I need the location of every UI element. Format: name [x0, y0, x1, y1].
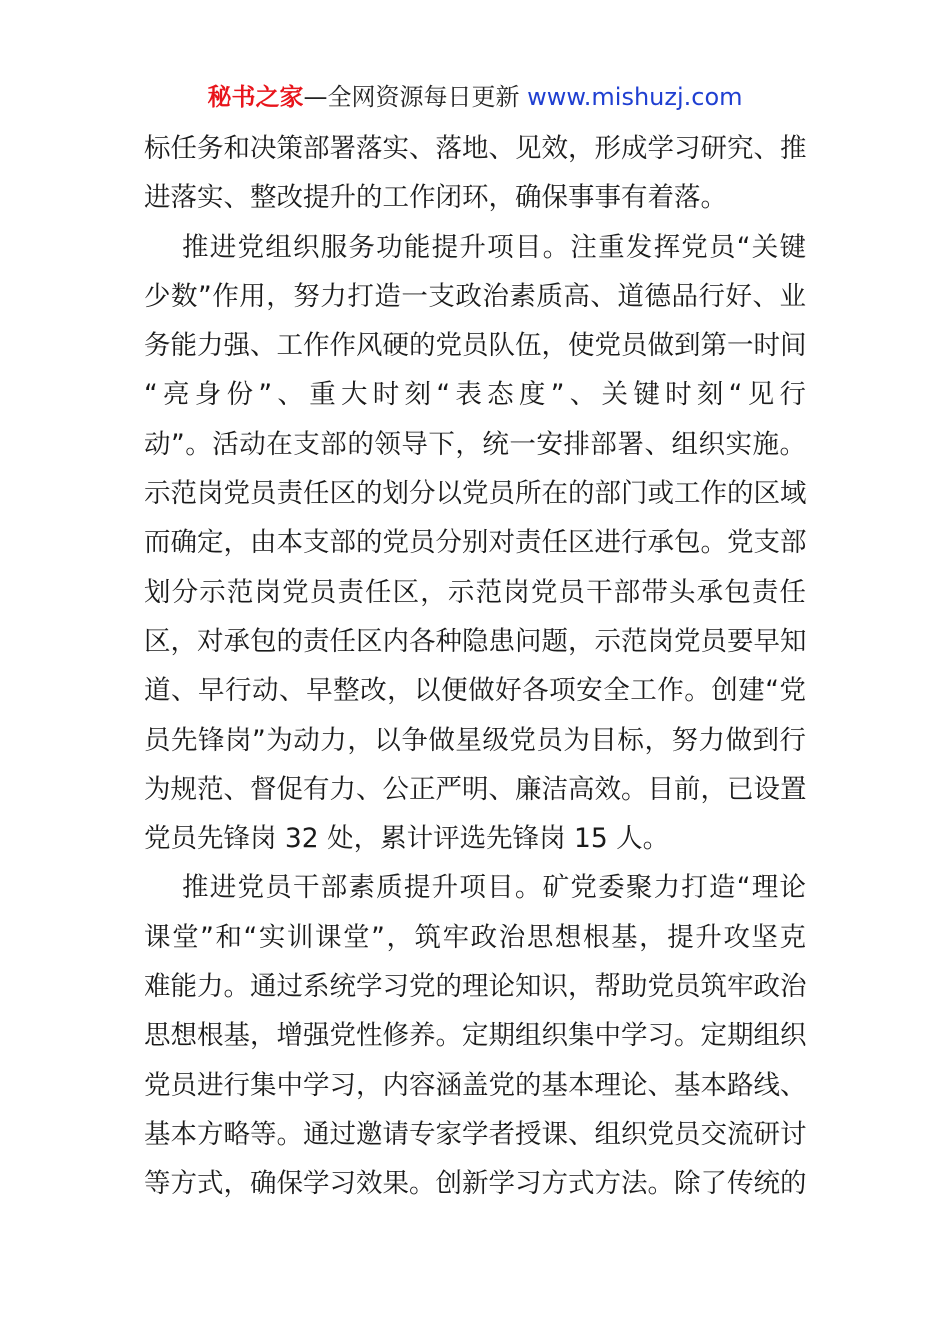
text-line: 动”。活动在支部的领导下，统一安排部署、组织实施。 — [144, 428, 806, 460]
text-line: 务能力强、工作作风硬的党员队伍，使党员做到第一时间 — [144, 330, 806, 362]
text-line: 道、早行动、早整改，以便做好各项安全工作。创建“党 — [144, 675, 806, 707]
text-line: 难能力。通过系统学习党的理论知识，帮助党员筑牢政治 — [144, 971, 806, 1003]
page-header — [0, 80, 950, 114]
text-line: 党员先锋岗 32 处，累计评选先锋岗 15 人。 — [144, 823, 670, 855]
text-line: 少数”作用，努力打造一支政治素质高、道德品行好、业 — [144, 280, 806, 312]
text-line: 基本方略等。通过邀请专家学者授课、组织党员交流研讨 — [144, 1118, 806, 1150]
text-line: 等方式，确保学习效果。创新学习方式方法。除了传统的 — [144, 1168, 806, 1200]
text-line: 示范岗党员责任区的划分以党员所在的部门或工作的区域 — [144, 478, 806, 510]
text-line: 而确定，由本支部的党员分别对责任区进行承包。党支部 — [144, 527, 806, 559]
paragraph-start-line: 推进党员干部素质提升项目。矿党委聚力打造“理论 — [182, 872, 806, 904]
text-line: 思想根基，增强党性修养。定期组织集中学习。定期组织 — [144, 1020, 806, 1052]
brand-name: 秘书之家 — [207, 83, 304, 111]
header-tagline: —全网资源每日更新 — [303, 83, 520, 111]
text-line: 划分示范岗党员责任区，示范岗党员干部带头承包责任 — [144, 576, 806, 608]
text-line: “亮身份”、重大时刻“表态度”、关键时刻“见行 — [144, 379, 806, 411]
text-line: 课堂”和“实训课堂”，筑牢政治思想根基，提升攻坚克 — [144, 921, 806, 953]
text-line: 进落实、整改提升的工作闭环，确保事事有着落。 — [144, 182, 727, 214]
text-line: 区，对承包的责任区内各种隐患问题，示范岗党员要早知 — [144, 625, 806, 657]
text-line: 员先锋岗”为动力，以争做星级党员为目标，努力做到行 — [144, 724, 806, 756]
website-link[interactable]: www.mishuzj.com — [527, 83, 743, 111]
text-line: 党员进行集中学习，内容涵盖党的基本理论、基本路线、 — [144, 1069, 806, 1101]
text-line: 标任务和决策部署落实、落地、见效，形成学习研究、推 — [144, 133, 806, 164]
text-line: 为规范、督促有力、公正严明、廉洁高效。目前，已设置 — [144, 773, 806, 805]
paragraph-start-line: 推进党组织服务功能提升项目。注重发挥党员“关键 — [182, 231, 806, 263]
document-body — [144, 124, 806, 1209]
